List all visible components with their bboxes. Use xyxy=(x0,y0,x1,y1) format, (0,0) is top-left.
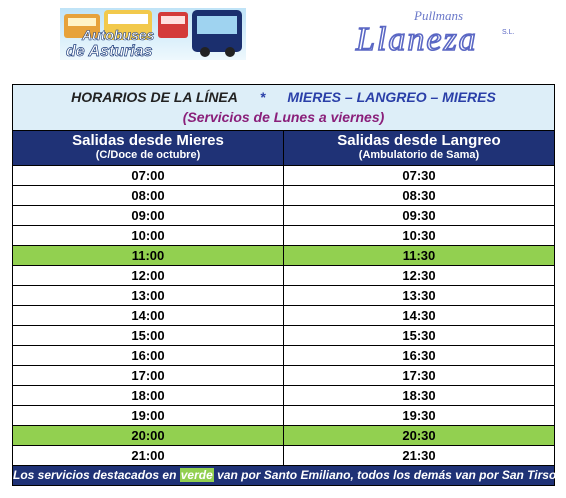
column-header-mieres xyxy=(13,131,283,165)
departure-langreo: 13:30 xyxy=(283,286,554,305)
table-row xyxy=(13,266,554,286)
departure-langreo: 10:30 xyxy=(283,226,554,245)
departure-mieres: 19:00 xyxy=(131,408,165,423)
departure-mieres: 11:00 xyxy=(131,248,165,263)
departure-mieres: 15:00 xyxy=(131,328,165,343)
table-row xyxy=(13,366,554,386)
departure-mieres: 13:00 xyxy=(131,288,165,303)
departure-langreo: 14:30 xyxy=(283,306,554,325)
departure-langreo: 17:30 xyxy=(283,366,554,385)
departure-mieres: 12:00 xyxy=(131,268,165,283)
table-row xyxy=(13,186,554,206)
departure-mieres: 09:00 xyxy=(131,208,165,223)
departure-langreo: 20:30 xyxy=(283,426,554,445)
departure-mieres: 14:00 xyxy=(131,308,165,323)
table-row xyxy=(13,446,554,466)
departure-langreo: 07:30 xyxy=(283,166,554,185)
table-row xyxy=(13,306,554,326)
title-band xyxy=(13,85,554,131)
departure-langreo: 08:30 xyxy=(283,186,554,205)
table-row xyxy=(13,426,554,446)
departure-mieres: 21:00 xyxy=(131,448,165,463)
pullmans-llaneza-logo xyxy=(352,6,528,60)
departure-langreo: 21:30 xyxy=(283,446,554,465)
service-days: (Servicios de Lunes a viernes) xyxy=(182,109,385,125)
table-row xyxy=(13,346,554,366)
departure-mieres: 08:00 xyxy=(131,188,165,203)
footer-text-before: Los servicios destacados en xyxy=(13,468,180,482)
footer-text-after: van por Santo Emiliano, todos los demás van por San Tirso. xyxy=(213,468,560,482)
departure-mieres: 07:00 xyxy=(131,168,165,183)
table-row xyxy=(13,166,554,186)
table-row xyxy=(13,386,554,406)
column-subtitle-mieres: (C/Doce de octubre) xyxy=(95,149,201,161)
departure-mieres: 20:00 xyxy=(131,428,165,443)
table-row xyxy=(13,246,554,266)
column-headers xyxy=(13,131,554,166)
departure-langreo: 12:30 xyxy=(283,266,554,285)
logo-left-text-bottom: de Asturias xyxy=(66,43,153,60)
title-separator: * xyxy=(259,89,266,105)
timetable-rows xyxy=(13,166,554,466)
departure-mieres: 16:00 xyxy=(131,348,165,363)
table-row xyxy=(13,206,554,226)
column-subtitle-langreo: (Ambulatorio de Sama) xyxy=(358,149,480,161)
footer-note xyxy=(13,466,560,485)
departure-langreo: 16:30 xyxy=(283,346,554,365)
table-row xyxy=(13,406,554,426)
column-header-langreo xyxy=(283,131,554,165)
logo-right-suffix: S.L. xyxy=(502,29,515,36)
route-name: MIERES – LANGREO – MIERES xyxy=(287,89,496,105)
schedule-label: HORARIOS DE LA LÍNEA xyxy=(71,89,238,105)
logo-right-small: Pullmans xyxy=(414,8,464,23)
departure-mieres: 17:00 xyxy=(131,368,165,383)
departure-langreo: 15:30 xyxy=(283,326,554,345)
table-row xyxy=(13,226,554,246)
logo-right-main: Llaneza xyxy=(356,21,478,58)
autobuses-de-asturias-logo xyxy=(60,8,246,60)
column-title-langreo: Salidas desde Langreo xyxy=(337,132,501,149)
departure-mieres: 10:00 xyxy=(131,228,165,243)
departure-langreo: 09:30 xyxy=(283,206,554,225)
departure-langreo: 18:30 xyxy=(283,386,554,405)
departure-langreo: 11:30 xyxy=(283,246,554,265)
timetable xyxy=(12,84,560,486)
title-line xyxy=(13,85,554,109)
table-row xyxy=(13,286,554,306)
column-title-mieres: Salidas desde Mieres xyxy=(72,132,224,149)
footer-green-word: verde xyxy=(180,468,213,482)
departure-mieres: 18:00 xyxy=(131,388,165,403)
departure-langreo: 19:30 xyxy=(283,406,554,425)
logo-left-text-top: Autobuses xyxy=(82,27,155,43)
table-row xyxy=(13,326,554,346)
